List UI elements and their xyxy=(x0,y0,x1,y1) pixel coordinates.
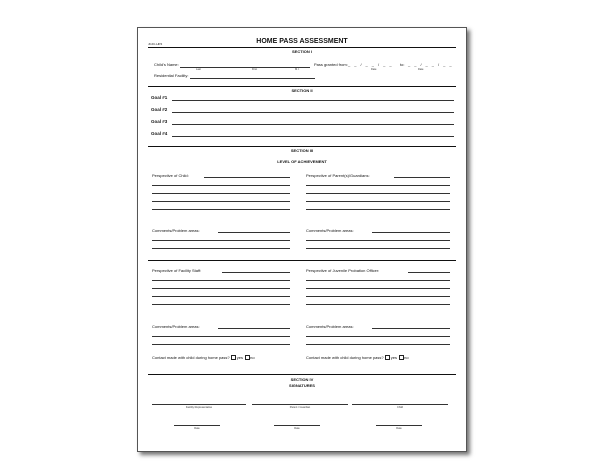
signer-child-label: Child xyxy=(397,406,403,409)
residential-facility-field[interactable] xyxy=(190,78,315,79)
section4-subheading: SIGNATURES xyxy=(289,383,315,388)
section3-heading: SECTION III xyxy=(290,148,314,153)
comments-staff-line[interactable] xyxy=(218,328,290,329)
section1-heading: SECTION I xyxy=(291,49,312,54)
name-part-first: First xyxy=(252,68,258,71)
perspective-officer-line[interactable] xyxy=(306,304,450,305)
yes-checkbox[interactable] xyxy=(385,355,390,360)
comments-officer-line[interactable] xyxy=(306,344,450,345)
date-line-facility[interactable] xyxy=(174,425,220,426)
no-label: no xyxy=(250,355,255,360)
goal-1-field[interactable] xyxy=(172,100,454,101)
no-checkbox[interactable] xyxy=(245,355,250,360)
perspective-child-line[interactable] xyxy=(152,193,290,194)
comments-child-line[interactable] xyxy=(152,240,290,241)
perspective-officer-line[interactable] xyxy=(408,272,450,273)
contact-question-text: Contact made with child during home pass? xyxy=(152,355,230,360)
signature-line-facility[interactable] xyxy=(152,404,246,405)
signature-line-child[interactable] xyxy=(352,404,448,405)
goal-3-label: Goal #3 xyxy=(151,119,168,124)
section4-heading: SECTION IV xyxy=(290,377,314,382)
comments-child-line[interactable] xyxy=(152,248,290,249)
comments-parents-line[interactable] xyxy=(306,248,450,249)
goal-2-field[interactable] xyxy=(172,112,454,113)
perspective-staff-line[interactable] xyxy=(152,288,290,289)
perspective-parents-line[interactable] xyxy=(306,185,450,186)
divider xyxy=(148,260,456,261)
pass-to-date-field[interactable]: __/__/__ xyxy=(408,62,456,67)
goal-4-label: Goal #4 xyxy=(151,131,168,136)
perspective-parents-line[interactable] xyxy=(306,201,450,202)
goal-2-label: Goal #2 xyxy=(151,107,168,112)
comments-officer-line[interactable] xyxy=(372,328,450,329)
contact-question-text: Contact made with child during home pass? xyxy=(306,355,384,360)
yes-label: yes xyxy=(236,355,243,360)
divider xyxy=(148,47,456,48)
to-label: to: xyxy=(400,62,405,67)
perspective-child-label: Perspective of Child: xyxy=(152,173,189,178)
yes-label: yes xyxy=(390,355,397,360)
name-part-last: Last xyxy=(196,68,201,71)
perspective-officer-line[interactable] xyxy=(306,288,450,289)
perspective-officer-line[interactable] xyxy=(306,296,450,297)
divider xyxy=(148,374,456,375)
perspective-child-line[interactable] xyxy=(152,209,290,210)
contact-question-officer xyxy=(306,355,409,360)
perspective-officer-label: Perspective of Juvenile Probation Officer: xyxy=(306,268,380,273)
date-line-child[interactable] xyxy=(376,425,422,426)
perspective-staff-line[interactable] xyxy=(222,272,290,273)
pass-granted-from-label: Pass granted from: xyxy=(314,62,348,67)
pass-from-date-field[interactable]: __/__/__ xyxy=(348,62,396,67)
comments-staff-label: Comments/Problem areas: xyxy=(152,324,200,329)
comments-staff-line[interactable] xyxy=(152,344,290,345)
signature-line-parent[interactable] xyxy=(252,404,348,405)
comments-officer-line[interactable] xyxy=(306,336,450,337)
perspective-parents-line[interactable] xyxy=(306,209,450,210)
goal-3-field[interactable] xyxy=(172,124,454,125)
section3-subheading: LEVEL OF ACHIEVEMENT xyxy=(277,159,327,164)
comments-parents-line[interactable] xyxy=(306,240,450,241)
comments-officer-label: Comments/Problem areas: xyxy=(306,324,354,329)
perspective-staff-line[interactable] xyxy=(152,280,290,281)
perspective-staff-line[interactable] xyxy=(152,296,290,297)
to-date-sublabel: Date xyxy=(418,68,424,71)
residential-facility-label: Residential Facility: xyxy=(154,73,189,78)
comments-parents-label: Comments/Problem areas: xyxy=(306,228,354,233)
signer-facility-label: Facility Representative xyxy=(185,406,213,409)
date-label-parent: Date xyxy=(294,427,300,430)
date-label-child: Date xyxy=(396,427,402,430)
from-date-sublabel: Date xyxy=(371,68,377,71)
comments-child-line[interactable] xyxy=(218,232,290,233)
form-code: JCJC-HP4 xyxy=(148,42,163,46)
contact-question-staff xyxy=(152,355,255,360)
name-part-mi: M.I. xyxy=(295,68,300,71)
no-checkbox[interactable] xyxy=(399,355,404,360)
perspective-child-line[interactable] xyxy=(152,185,290,186)
comments-child-label: Comments/Problem areas: xyxy=(152,228,200,233)
form-page xyxy=(137,27,467,452)
form-title: HOME PASS ASSESSMENT xyxy=(256,38,348,45)
date-label-facility: Date xyxy=(194,427,200,430)
comments-staff-line[interactable] xyxy=(152,336,290,337)
comments-parents-line[interactable] xyxy=(372,232,450,233)
no-label: no xyxy=(404,355,409,360)
perspective-child-line[interactable] xyxy=(204,177,290,178)
perspective-staff-label: Perspective of Facility Staff: xyxy=(152,268,202,273)
goal-4-field[interactable] xyxy=(172,136,454,137)
date-line-parent[interactable] xyxy=(274,425,320,426)
goal-1-label: Goal #1 xyxy=(151,95,168,100)
yes-checkbox[interactable] xyxy=(231,355,236,360)
perspective-staff-line[interactable] xyxy=(152,304,290,305)
perspective-child-line[interactable] xyxy=(152,201,290,202)
perspective-parents-label: Perspective of Parent(s)/Guardians: xyxy=(306,173,370,178)
signer-parent-label: Parent / Guardian xyxy=(289,406,311,409)
perspective-officer-line[interactable] xyxy=(306,280,450,281)
divider xyxy=(148,86,456,87)
child-name-label: Child's Name: xyxy=(154,62,179,67)
perspective-parents-line[interactable] xyxy=(394,177,450,178)
section2-heading: SECTION II xyxy=(291,88,313,93)
perspective-parents-line[interactable] xyxy=(306,193,450,194)
divider xyxy=(148,146,456,147)
